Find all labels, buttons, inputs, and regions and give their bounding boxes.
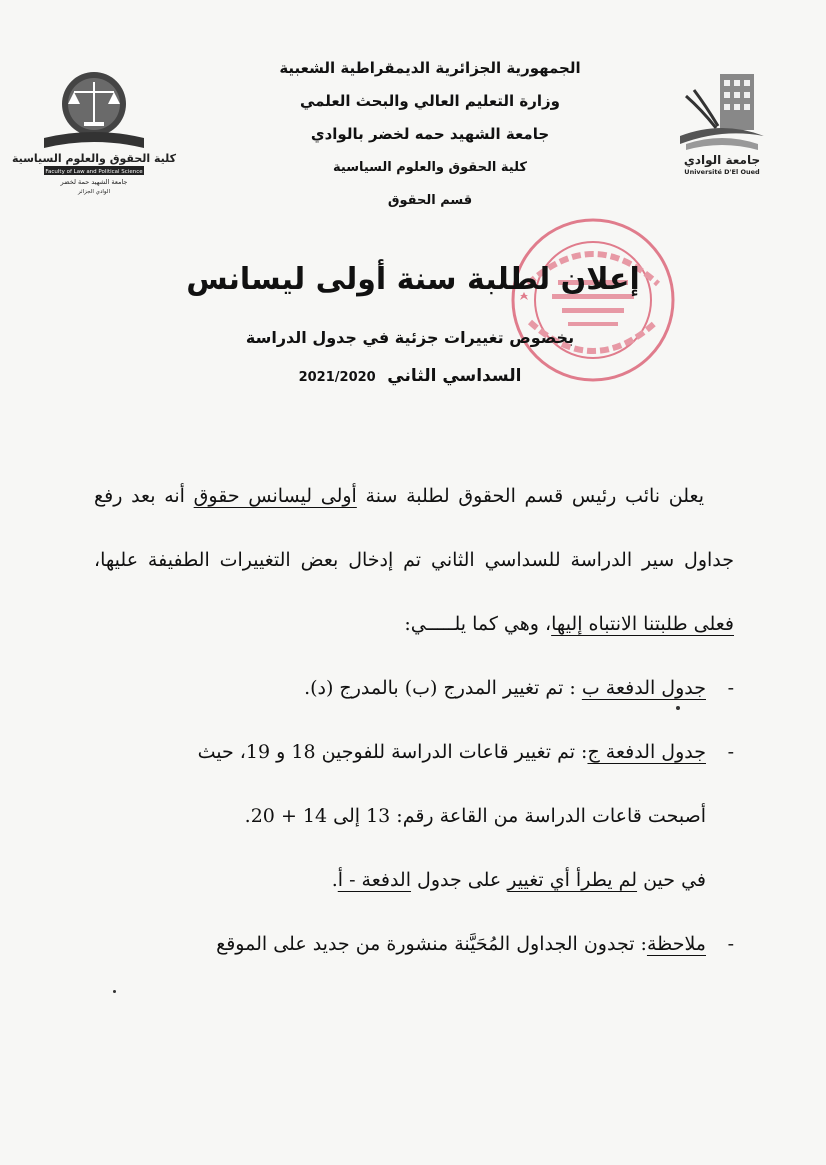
- university-el-oued-logo: [676, 66, 768, 178]
- intro-attention: فعلى طلبتنا الانتباه إليها: [551, 613, 734, 635]
- header-ministry: وزارة التعليم العالي والبحث العلمي: [299, 92, 561, 110]
- batch-c-label: جدول الدفعة ج: [587, 741, 706, 763]
- semester-name: السداسي الثاني: [387, 366, 522, 386]
- batch-a-period: .: [331, 869, 338, 891]
- intro-paragraph: [94, 464, 734, 656]
- faculty-of-law-logo: [11, 66, 177, 198]
- header-university: جامعة الشهيد حمه لخضر بالوادي: [310, 125, 550, 143]
- announcement-body: [94, 464, 734, 976]
- header-department: قسم الحقوق: [387, 193, 473, 208]
- bullet-dash: -: [727, 741, 734, 763]
- batch-a-note: [94, 848, 734, 912]
- bullet-dash: -: [727, 933, 734, 955]
- svg-text:كلية الحقوق والعلوم السياسية: كلية الحقوق والعلوم السياسية: [11, 152, 177, 165]
- batch-c-continuation: أصبحت قاعات الدراسة من القاعة رقم: 13 إلى 14 + 20.: [244, 805, 706, 827]
- intro-text-a: يعلن نائب رئيس قسم الحقوق لطلبة سنة: [356, 485, 704, 507]
- announcement-subtitle: بخصوص تغييرات جزئية في جدول الدراسة: [245, 328, 575, 347]
- svg-text:جامعة الوادي: جامعة الوادي: [683, 153, 761, 167]
- note-label: ملاحظة: [646, 933, 706, 955]
- scan-speck: [113, 990, 116, 993]
- header-republic: الجمهورية الجزائرية الديمقراطية الشعبية: [279, 59, 581, 77]
- intro-text-c: ، وهي كما يلـــــي:: [404, 613, 552, 635]
- scan-speck: [676, 706, 680, 710]
- svg-text:الوادي الجزائر: الوادي الجزائر: [78, 189, 110, 195]
- batch-b-label: جدول الدفعة ب: [581, 677, 706, 699]
- svg-text:جامعة الشهيد حمة لخضر: جامعة الشهيد حمة لخضر: [60, 178, 128, 186]
- svg-text:Université D'El Oued: Université D'El Oued: [684, 168, 760, 176]
- intro-target-students: أولى ليسانس حقوق: [193, 485, 357, 507]
- batch-c-text: : تم تغيير قاعات الدراسة للفوجين 18 و 19، حيث: [197, 741, 588, 763]
- list-item-note: [94, 912, 734, 976]
- batch-b-text: : تم تغيير المدرج (ب) بالمدرج (د).: [304, 677, 582, 699]
- note-text: : تجدون الجداول المُحَيَّنة منشورة من جديد على الموقع: [216, 933, 647, 955]
- letterhead: [230, 52, 630, 217]
- list-item-batch-c: [94, 720, 734, 784]
- bullet-dash: -: [727, 677, 734, 699]
- official-stamp: [508, 214, 678, 386]
- semester-line: [200, 366, 620, 386]
- batch-a-text-a: في حين: [637, 869, 706, 891]
- academic-year: 2021/2020: [298, 370, 376, 385]
- no-change-phrase: لم يطرأ أي تغيير: [507, 869, 638, 891]
- list-item-batch-b: [94, 656, 734, 720]
- batch-a-label: الدفعة - أ: [337, 869, 412, 891]
- intro-text-b: أنه بعد رفع جداول سير الدراسة للسداسي الثاني تم إدخال بعض التغييرات الطفيفة عليها،: [94, 485, 734, 571]
- svg-text:Faculty of Law and Political S: Faculty of Law and Political Science: [45, 169, 143, 175]
- header-faculty: كلية الحقوق والعلوم السياسية: [333, 160, 527, 175]
- announcement-title: إعلان لطلبة سنة أولى ليسانس: [186, 262, 640, 297]
- batch-a-text-b: على جدول: [411, 869, 508, 891]
